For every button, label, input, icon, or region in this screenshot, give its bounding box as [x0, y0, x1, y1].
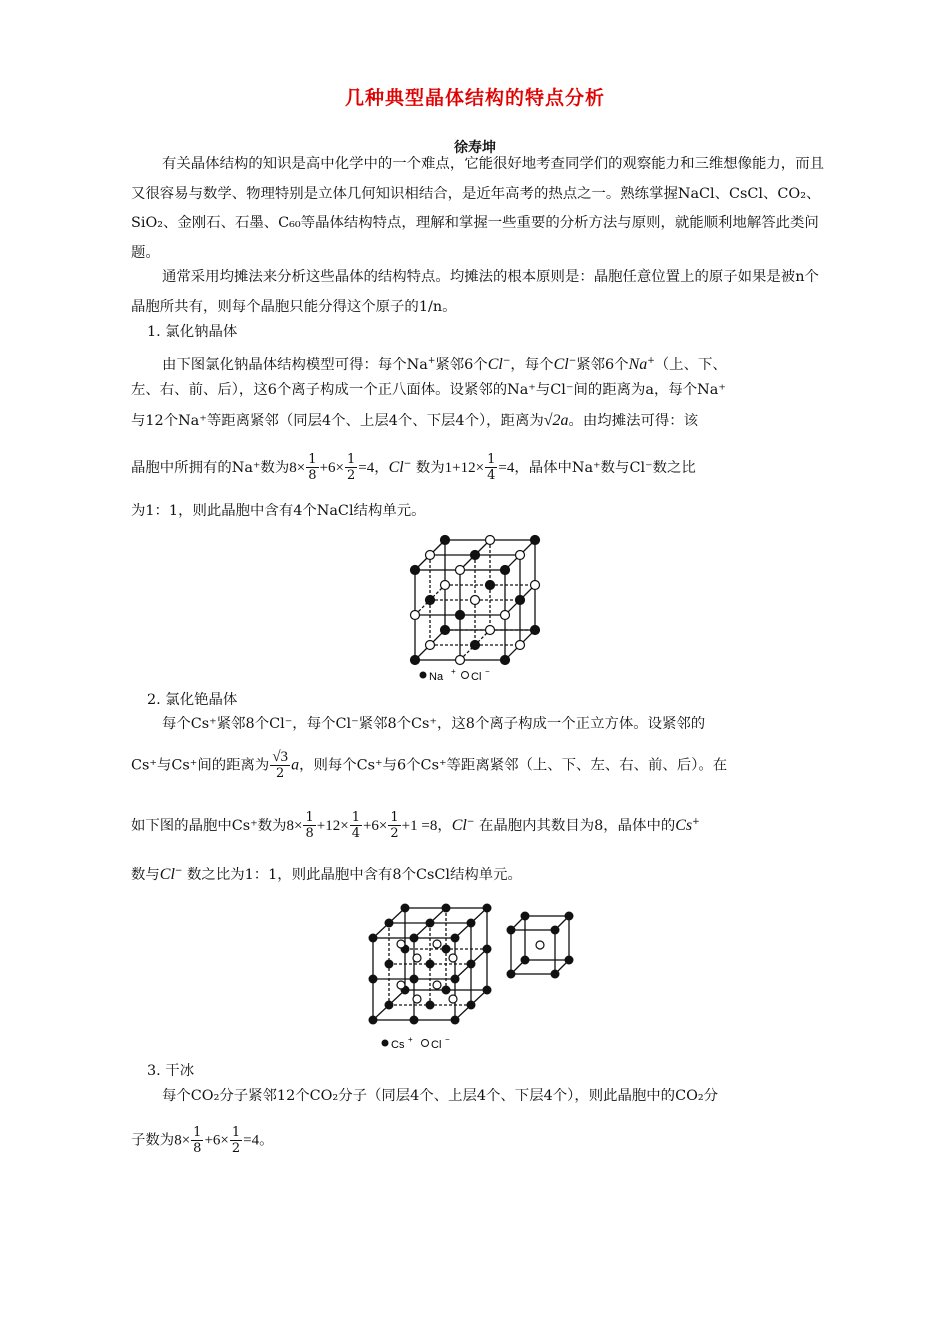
author-name: 徐寿坤 [454, 140, 496, 156]
svg-text:−: − [485, 667, 490, 676]
section-heading-nacl: 1. 氯化钠晶体 [147, 324, 238, 340]
intro-paragraph-2: 通常采用均摊法来分析这些晶体的结构特点。均摊法的根本原则是：晶胞任意位置上的原子如果是被n个晶胞所共有，则每个晶胞只能分得这个原子的1/n。 [131, 269, 819, 315]
nacl-crystal-figure [405, 530, 555, 685]
section-heading-cscl: 2. 氯化铯晶体 [147, 692, 238, 708]
section-heading-dry-ice: 3. 干冰 [147, 1063, 195, 1079]
dry-ice-line-1: 每个CO₂分子紧邻12个CO₂分子（同层4个、上层4个、下层4个），则此晶胞中的CO₂分 [162, 1088, 719, 1104]
cscl-line-2: Cs⁺与Cs⁺间的距离为 $\frac{√3}{2}$ a，则每个Cs⁺与6个Cs⁺等距离紧邻（上、下、左、右、前、后）。在 [131, 749, 728, 781]
cscl-crystal-figure [365, 900, 585, 1055]
dry-ice-line-2: 子数为8× $\frac{1}{8}$ +6× $\frac{1}{2}$ =4。 [131, 1125, 274, 1156]
cscl-legend-cl: Cl [431, 1039, 442, 1051]
cscl-line-1: 每个Cs⁺紧邻8个Cl⁻，每个Cl⁻紧邻8个Cs⁺，这8个离子构成一个正立方体。设紧邻的 [162, 716, 706, 732]
document-title: 几种典型晶体结构的特点分析 [344, 87, 605, 109]
nacl-line-5: 为1：1，则此晶胞中含有4个NaCl结构单元。 [131, 503, 426, 519]
svg-text:+: + [408, 1035, 413, 1044]
nacl-paragraph: 由下图氯化钠晶体结构模型可得：每个Na+紧邻6个Cl−，每个Cl−紧邻6个Na+（上、下、 [162, 355, 727, 373]
cscl-legend-cs: Cs [391, 1039, 405, 1051]
cscl-line-3: 如下图的晶胞中Cs⁺数为8× $\frac{1}{8}$ +12× $\frac{1}{4}$ +6× $\frac{1}{2}$ +1 =8，Cl− 在晶胞内其数目为8，晶体中的Cs+ [131, 810, 700, 842]
cscl-line-4: 数与Cl− 数之比为1：1，则此晶胞中含有8个CsCl结构单元。 [131, 865, 522, 883]
intro-paragraph-1: 有关晶体结构的知识是高中化学中的一个难点，它能很好地考查同学们的观察能力和三维想像能力，而且又很容易与数学、物理特别是立体几何知识相结合，是近年高考的热点之一。熟练掌握NaCl、CsCl、CO₂、SiO₂、金刚石、石墨、C₆₀等晶体结构特点，理解和掌握一些重要的分析方法与原则，就能顺利地解答此类问题。 [131, 156, 824, 261]
svg-text:+: + [451, 667, 456, 676]
svg-text:−: − [445, 1035, 450, 1044]
nacl-line-4: 晶胞中所拥有的Na⁺数为8× $\frac{1}{8}$ +6× $\frac{1}{2}$ =4，Cl− 数为1+12× $\frac{1}{4}$ =4，晶体中Na⁺数与Cl⁻数之比 [131, 452, 696, 484]
nacl-line-2: 左、右、前、后），这6个离子构成一个正八面体。设紧邻的Na⁺与Cl⁻间的距离为a，每个Na⁺ [131, 382, 726, 398]
nacl-line-3: 与12个Na⁺等距离紧邻（同层4个、上层4个、下层4个），距离为√2a。由均摊法可得：该 [131, 412, 699, 429]
nacl-legend-cl: Cl [471, 671, 482, 683]
nacl-legend-na: Na [429, 671, 444, 683]
